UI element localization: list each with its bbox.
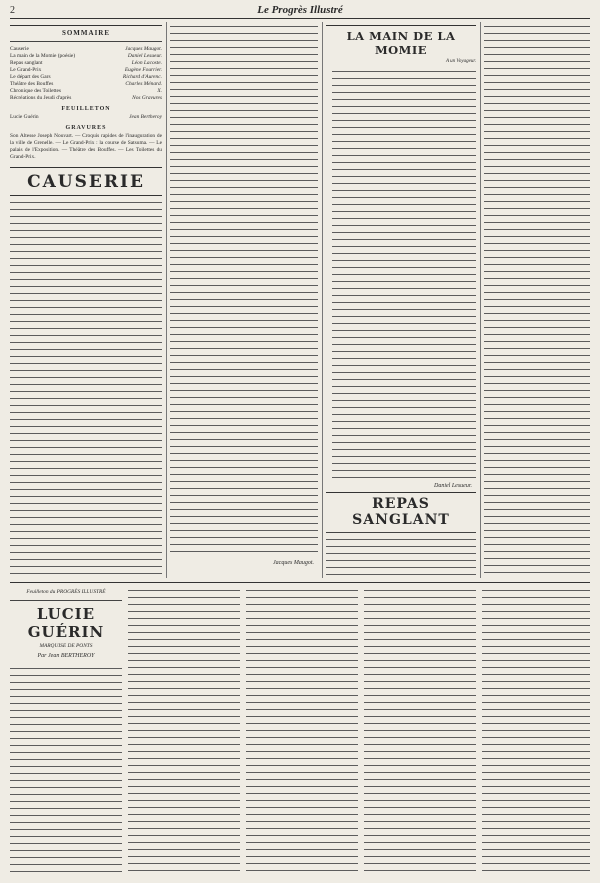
column-one <box>10 22 162 580</box>
feuilleton-subtitle: MARQUISE DE PONTS <box>39 643 93 649</box>
main-momie-title: LA MAIN DE LA MOMIE <box>346 29 456 57</box>
column-two <box>170 22 318 580</box>
feuilleton-caption: Feuilleton du PROGRÈS ILLUSTRÉ <box>26 589 106 595</box>
feuilleton-column-four <box>364 588 476 878</box>
feuilleton-column-one <box>10 588 122 878</box>
feuilleton-text-1 <box>10 666 122 878</box>
toc-item[interactable]: Causerie Jacques Maugot. <box>10 46 162 52</box>
feuilleton-text-2 <box>128 588 240 876</box>
feuilleton-text-3 <box>246 588 358 876</box>
feuilleton-column-five <box>482 588 590 878</box>
main-momie-signature: Daniel Lesueur. <box>434 482 472 489</box>
toc-item[interactable]: Repas sanglant Léon Lacoste. <box>10 60 162 66</box>
newspaper-page <box>10 4 590 879</box>
main-momie-dedication: A un Voyageur. <box>445 59 476 64</box>
sommaire-list <box>10 46 162 102</box>
publication-title: Le Progrès Illustré <box>257 4 343 16</box>
feuilleton-section <box>10 582 590 879</box>
feuilleton-column-two <box>128 588 240 878</box>
toc-item[interactable]: Théâtre des Bouffes Charles Ménard. <box>10 81 162 87</box>
column-three <box>326 22 476 580</box>
toc-item[interactable]: Récréations du Jeudi d'après Nos Gravures <box>10 95 162 101</box>
feuilleton-title: LUCIE GUÉRIN <box>27 605 105 641</box>
main-momie-poem <box>332 69 476 481</box>
feuilleton-author: Par Jean BERTHEROY <box>37 653 95 659</box>
causerie-title: CAUSERIE <box>27 172 145 192</box>
toc-item[interactable]: Le Grand-Prix Eugène Fourrier. <box>10 67 162 73</box>
running-header <box>10 4 590 19</box>
causerie-continued <box>170 24 318 558</box>
toc-feuilleton[interactable]: Lucie Guérin Jean Bertheroy <box>10 114 162 120</box>
repas-sanglant-text <box>326 537 476 581</box>
sommaire-title: SOMMAIRE <box>61 29 111 37</box>
causerie-text <box>10 200 162 580</box>
toc-item[interactable]: Chronique des Toilettes X. <box>10 88 162 94</box>
column-four <box>484 22 590 580</box>
feuilleton-column-three <box>246 588 358 878</box>
feuilleton-heading: FEUILLETON <box>61 106 111 112</box>
feuilleton-text-5 <box>482 588 590 876</box>
page-number: 2 <box>10 5 15 16</box>
feuilleton-text-4 <box>364 588 476 876</box>
toc-item[interactable]: Le départ des Gars Richard d'Aurenc. <box>10 74 162 80</box>
repas-sanglant-title: REPAS SANGLANT <box>352 495 450 528</box>
causerie-signature: Jacques Maugot. <box>273 560 314 566</box>
gravures-text: Son Altesse Joseph Nouvart. — Croquis rapides de l'inauguration de la ville de Grenelle. — Le Grand-Prix : la course de Satsuma. — Le palais de l'Exposition. — Théâtre des Bouffes. — Les Toilettes du Grand-Prix. <box>10 133 162 160</box>
gravures-heading: GRAVURES <box>65 125 107 131</box>
repas-sanglant-continued <box>484 24 590 576</box>
toc-item[interactable]: La main de la Momie (poésie) Daniel Lesueur. <box>10 53 162 59</box>
